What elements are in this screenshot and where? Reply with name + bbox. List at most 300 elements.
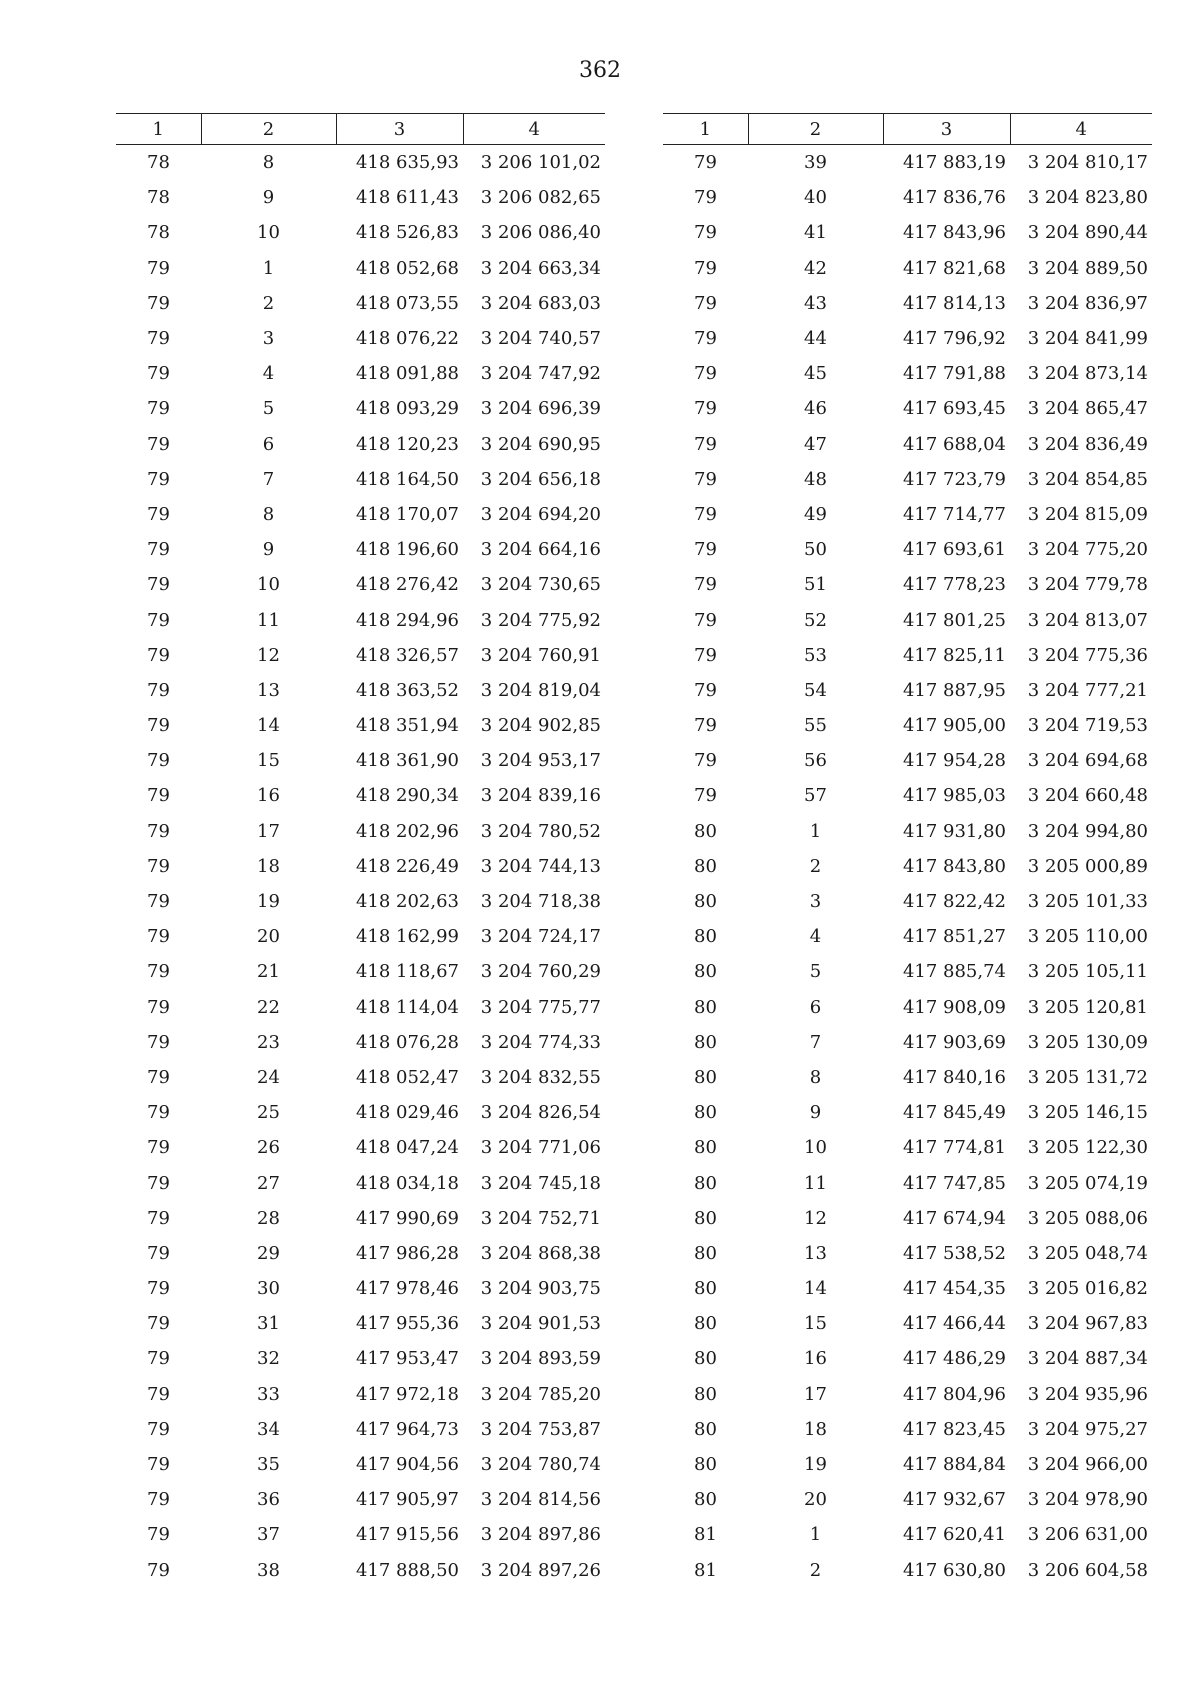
table-cell: 27 <box>257 1172 280 1194</box>
table-cell: 36 <box>257 1489 280 1511</box>
table-cell: 79 <box>147 1172 170 1194</box>
table-cell: 79 <box>694 609 717 631</box>
table-cell: 417 822,42 <box>902 891 1006 913</box>
table-cell: 3 204 890,44 <box>1027 222 1148 244</box>
table-row <box>116 1341 605 1376</box>
table-cell: 80 <box>694 1172 717 1194</box>
table-cell: 418 114,04 <box>355 996 459 1018</box>
table-cell: 80 <box>694 891 717 913</box>
table-row <box>663 919 1152 954</box>
table-cell: 3 204 785,20 <box>480 1383 601 1405</box>
column-header: 2 <box>748 114 883 145</box>
table-cell: 6 <box>809 996 822 1018</box>
table-cell: 81 <box>694 1524 717 1546</box>
table-row <box>663 427 1152 462</box>
table-cell: 3 204 978,90 <box>1027 1489 1148 1511</box>
table-cell: 80 <box>694 1383 717 1405</box>
table-cell: 418 290,34 <box>355 785 459 807</box>
table-row <box>116 814 605 849</box>
table-cell: 417 630,80 <box>902 1559 1006 1581</box>
table-cell: 417 954,28 <box>902 750 1006 772</box>
table-cell: 3 204 683,03 <box>480 292 601 314</box>
table-cell: 3 205 110,00 <box>1027 926 1148 948</box>
table-cell: 3 205 088,06 <box>1027 1207 1148 1229</box>
table-row <box>116 1517 605 1552</box>
table-cell: 3 204 760,29 <box>480 961 601 983</box>
table-cell: 3 <box>809 891 822 913</box>
table-row <box>116 743 605 778</box>
table-row <box>116 954 605 989</box>
table-cell: 31 <box>257 1313 280 1335</box>
table-cell: 79 <box>694 539 717 561</box>
table-cell: 79 <box>147 1066 170 1088</box>
table-cell: 32 <box>257 1348 280 1370</box>
table-cell: 44 <box>804 328 827 350</box>
table-row <box>116 356 605 391</box>
table-cell: 3 204 810,17 <box>1027 152 1148 174</box>
table-cell: 3 204 893,59 <box>480 1348 601 1370</box>
table-cell: 3 205 120,81 <box>1027 996 1148 1018</box>
table-cell: 417 972,18 <box>355 1383 459 1405</box>
table-row <box>116 884 605 919</box>
table-cell: 11 <box>257 609 280 631</box>
column-header: 1 <box>663 114 748 145</box>
table-cell: 9 <box>262 539 275 561</box>
table-row <box>663 251 1152 286</box>
table-cell: 3 206 604,58 <box>1027 1559 1148 1581</box>
table-cell: 80 <box>694 1137 717 1159</box>
table-cell: 3 204 660,48 <box>1027 785 1148 807</box>
column-header: 4 <box>463 114 605 145</box>
table-cell: 8 <box>809 1066 822 1088</box>
table-cell: 80 <box>694 1489 717 1511</box>
table-cell: 80 <box>694 820 717 842</box>
table-cell: 79 <box>147 539 170 561</box>
table-cell: 418 196,60 <box>355 539 459 561</box>
table-cell: 30 <box>257 1278 280 1300</box>
table-row <box>116 602 605 637</box>
table-row <box>116 1412 605 1447</box>
table-row <box>663 286 1152 321</box>
table-cell: 80 <box>694 1454 717 1476</box>
table-row <box>663 1130 1152 1165</box>
table-cell: 79 <box>147 891 170 913</box>
table-row <box>663 1412 1152 1447</box>
table-cell: 7 <box>262 468 275 490</box>
table-cell: 3 204 771,06 <box>480 1137 601 1159</box>
table-row <box>663 1201 1152 1236</box>
table-row <box>663 1482 1152 1517</box>
table-cell: 417 801,25 <box>902 609 1006 631</box>
table-cell: 79 <box>147 1278 170 1300</box>
table-cell: 417 888,50 <box>355 1559 459 1581</box>
table-cell: 13 <box>257 679 280 701</box>
table-cell: 3 204 718,38 <box>480 891 601 913</box>
table-cell: 79 <box>147 1348 170 1370</box>
table-cell: 3 204 744,13 <box>480 855 601 877</box>
table-cell: 3 204 889,50 <box>1027 257 1148 279</box>
table-cell: 418 294,96 <box>355 609 459 631</box>
table-row <box>663 321 1152 356</box>
table-row <box>116 1236 605 1271</box>
table-cell: 79 <box>147 1524 170 1546</box>
table-cell: 46 <box>804 398 827 420</box>
table-cell: 79 <box>147 961 170 983</box>
table-row <box>663 497 1152 532</box>
table-cell: 3 204 745,18 <box>480 1172 601 1194</box>
table-cell: 418 073,55 <box>355 292 459 314</box>
table-cell: 417 674,94 <box>902 1207 1006 1229</box>
table-cell: 1 <box>262 257 275 279</box>
table-row <box>663 1271 1152 1306</box>
table-cell: 79 <box>147 820 170 842</box>
table-cell: 3 205 101,33 <box>1027 891 1148 913</box>
table-cell: 79 <box>147 1383 170 1405</box>
table-cell: 417 821,68 <box>902 257 1006 279</box>
table-cell: 417 778,23 <box>902 574 1006 596</box>
table-cell: 3 206 086,40 <box>480 222 601 244</box>
table-row <box>116 673 605 708</box>
table-cell: 3 204 865,47 <box>1027 398 1148 420</box>
table-cell: 417 851,27 <box>902 926 1006 948</box>
table-cell: 79 <box>147 1313 170 1335</box>
table-cell: 3 204 775,20 <box>1027 539 1148 561</box>
table-cell: 417 978,46 <box>355 1278 459 1300</box>
table-cell: 17 <box>257 820 280 842</box>
table-row <box>663 602 1152 637</box>
table-cell: 79 <box>694 398 717 420</box>
table-cell: 5 <box>262 398 275 420</box>
table-cell: 418 052,47 <box>355 1066 459 1088</box>
column-header: 2 <box>201 114 336 145</box>
table-cell: 79 <box>147 926 170 948</box>
table-cell: 29 <box>257 1242 280 1264</box>
table-cell: 417 840,16 <box>902 1066 1006 1088</box>
table-cell: 6 <box>262 433 275 455</box>
table-cell: 79 <box>694 152 717 174</box>
table-cell: 417 825,11 <box>902 644 1006 666</box>
table-cell: 42 <box>804 257 827 279</box>
table-cell: 9 <box>262 187 275 209</box>
table-cell: 47 <box>804 433 827 455</box>
table-cell: 3 204 775,92 <box>480 609 601 631</box>
table-cell: 417 688,04 <box>902 433 1006 455</box>
table-cell: 79 <box>147 433 170 455</box>
table-body <box>116 145 605 1588</box>
table-cell: 12 <box>804 1207 827 1229</box>
table-cell: 24 <box>257 1066 280 1088</box>
table-cell: 417 747,85 <box>902 1172 1006 1194</box>
coordinates-table-right <box>663 113 1152 1588</box>
table-cell: 16 <box>257 785 280 807</box>
table-cell: 56 <box>804 750 827 772</box>
table-cell: 79 <box>694 257 717 279</box>
table-cell: 20 <box>804 1489 827 1511</box>
table-cell: 78 <box>147 222 170 244</box>
table-cell: 4 <box>809 926 822 948</box>
table-cell: 20 <box>257 926 280 948</box>
table-cell: 3 205 131,72 <box>1027 1066 1148 1088</box>
table-row <box>116 1447 605 1482</box>
table-body <box>663 145 1152 1588</box>
table-cell: 418 526,83 <box>355 222 459 244</box>
table-cell: 418 351,94 <box>355 715 459 737</box>
table-cell: 45 <box>804 363 827 385</box>
table-row <box>116 286 605 321</box>
table-row <box>116 778 605 813</box>
table-cell: 3 204 903,75 <box>480 1278 601 1300</box>
table-cell: 15 <box>257 750 280 772</box>
table-cell: 3 204 975,27 <box>1027 1418 1148 1440</box>
table-cell: 79 <box>147 1207 170 1229</box>
table-cell: 40 <box>804 187 827 209</box>
table-cell: 79 <box>147 257 170 279</box>
table-cell: 3 204 740,57 <box>480 328 601 350</box>
table-cell: 79 <box>147 1102 170 1124</box>
table-cell: 79 <box>147 715 170 737</box>
table-row <box>663 638 1152 673</box>
table-cell: 3 204 994,80 <box>1027 820 1148 842</box>
table-cell: 79 <box>147 398 170 420</box>
table-row <box>663 1025 1152 1060</box>
table-row <box>116 391 605 426</box>
table-row <box>116 849 605 884</box>
table-cell: 3 204 854,85 <box>1027 468 1148 490</box>
table-cell: 3 205 122,30 <box>1027 1137 1148 1159</box>
table-cell: 3 204 724,17 <box>480 926 601 948</box>
table-cell: 417 883,19 <box>902 152 1006 174</box>
table-row <box>663 462 1152 497</box>
table-cell: 80 <box>694 1418 717 1440</box>
table-cell: 80 <box>694 961 717 983</box>
table-cell: 21 <box>257 961 280 983</box>
table-cell: 3 205 074,19 <box>1027 1172 1148 1194</box>
table-header-row <box>663 114 1152 145</box>
table-cell: 78 <box>147 152 170 174</box>
table-cell: 418 226,49 <box>355 855 459 877</box>
table-cell: 3 204 814,56 <box>480 1489 601 1511</box>
table-cell: 3 204 760,91 <box>480 644 601 666</box>
table-cell: 2 <box>809 1559 822 1581</box>
table-cell: 80 <box>694 926 717 948</box>
table-cell: 26 <box>257 1137 280 1159</box>
table-cell: 79 <box>147 328 170 350</box>
table-cell: 3 204 780,52 <box>480 820 601 842</box>
table-row <box>116 427 605 462</box>
table-cell: 3 204 823,80 <box>1027 187 1148 209</box>
table-row <box>663 1060 1152 1095</box>
table-cell: 418 326,57 <box>355 644 459 666</box>
table-row <box>663 1517 1152 1552</box>
table-cell: 418 093,29 <box>355 398 459 420</box>
table-cell: 3 204 819,04 <box>480 679 601 701</box>
table-cell: 417 774,81 <box>902 1137 1006 1159</box>
table-row <box>663 1306 1152 1341</box>
table-row <box>116 1095 605 1130</box>
table-cell: 417 823,45 <box>902 1418 1006 1440</box>
table-cell: 418 034,18 <box>355 1172 459 1194</box>
table-cell: 417 843,80 <box>902 855 1006 877</box>
table-cell: 417 693,61 <box>902 539 1006 561</box>
table-row <box>663 1447 1152 1482</box>
table-cell: 3 204 832,55 <box>480 1066 601 1088</box>
table-row <box>116 532 605 567</box>
table-cell: 14 <box>804 1278 827 1300</box>
table-cell: 10 <box>257 222 280 244</box>
table-cell: 7 <box>809 1031 822 1053</box>
table-cell: 79 <box>147 503 170 525</box>
table-cell: 418 170,07 <box>355 503 459 525</box>
table-cell: 3 204 719,53 <box>1027 715 1148 737</box>
table-cell: 10 <box>804 1137 827 1159</box>
table-cell: 79 <box>694 785 717 807</box>
table-cell: 52 <box>804 609 827 631</box>
table-cell: 79 <box>694 503 717 525</box>
table-cell: 417 466,44 <box>902 1313 1006 1335</box>
table-cell: 3 <box>262 328 275 350</box>
table-row <box>663 954 1152 989</box>
table-cell: 53 <box>804 644 827 666</box>
table-cell: 417 986,28 <box>355 1242 459 1264</box>
table-row <box>116 708 605 743</box>
table-cell: 80 <box>694 1031 717 1053</box>
table-row <box>663 673 1152 708</box>
table-cell: 417 791,88 <box>902 363 1006 385</box>
table-cell: 417 836,76 <box>902 187 1006 209</box>
table-cell: 3 204 953,17 <box>480 750 601 772</box>
table-row <box>116 1553 605 1588</box>
table-cell: 79 <box>147 996 170 1018</box>
table-cell: 17 <box>804 1383 827 1405</box>
table-cell: 8 <box>262 503 275 525</box>
table-cell: 78 <box>147 187 170 209</box>
table-cell: 79 <box>694 363 717 385</box>
table-row <box>663 743 1152 778</box>
table-cell: 80 <box>694 1242 717 1264</box>
table-cell: 80 <box>694 1278 717 1300</box>
table-cell: 3 204 826,54 <box>480 1102 601 1124</box>
table-cell: 418 363,52 <box>355 679 459 701</box>
table-row <box>116 1060 605 1095</box>
table-cell: 5 <box>809 961 822 983</box>
table-cell: 13 <box>804 1242 827 1264</box>
table-cell: 23 <box>257 1031 280 1053</box>
table-cell: 3 204 966,00 <box>1027 1454 1148 1476</box>
table-cell: 41 <box>804 222 827 244</box>
table-cell: 417 990,69 <box>355 1207 459 1229</box>
table-row <box>116 1165 605 1200</box>
table-cell: 418 276,42 <box>355 574 459 596</box>
table-row <box>116 567 605 602</box>
table-cell: 80 <box>694 1207 717 1229</box>
table-cell: 51 <box>804 574 827 596</box>
table-cell: 3 204 753,87 <box>480 1418 601 1440</box>
table-cell: 417 804,96 <box>902 1383 1006 1405</box>
table-cell: 79 <box>694 750 717 772</box>
table-cell: 1 <box>809 1524 822 1546</box>
table-cell: 417 908,09 <box>902 996 1006 1018</box>
table-row <box>116 215 605 250</box>
table-cell: 80 <box>694 1066 717 1088</box>
table-cell: 3 204 836,97 <box>1027 292 1148 314</box>
table-header-row <box>116 114 605 145</box>
table-cell: 3 205 130,09 <box>1027 1031 1148 1053</box>
table-cell: 3 204 967,83 <box>1027 1313 1148 1335</box>
table-row <box>663 180 1152 215</box>
table-cell: 9 <box>809 1102 822 1124</box>
table-cell: 3 204 815,09 <box>1027 503 1148 525</box>
table-cell: 81 <box>694 1559 717 1581</box>
table-row <box>663 708 1152 743</box>
table-cell: 417 454,35 <box>902 1278 1006 1300</box>
table-cell: 3 204 868,38 <box>480 1242 601 1264</box>
table-cell: 79 <box>694 222 717 244</box>
table-cell: 418 091,88 <box>355 363 459 385</box>
table-cell: 80 <box>694 1348 717 1370</box>
table-cell: 18 <box>257 855 280 877</box>
table-cell: 25 <box>257 1102 280 1124</box>
table-cell: 3 204 897,86 <box>480 1524 601 1546</box>
table-cell: 3 204 774,33 <box>480 1031 601 1053</box>
table-cell: 43 <box>804 292 827 314</box>
table-cell: 49 <box>804 503 827 525</box>
table-row <box>116 1201 605 1236</box>
table-cell: 417 486,29 <box>902 1348 1006 1370</box>
table-cell: 79 <box>147 785 170 807</box>
table-cell: 417 903,69 <box>902 1031 1006 1053</box>
table-cell: 3 205 146,15 <box>1027 1102 1148 1124</box>
table-cell: 10 <box>257 574 280 596</box>
table-cell: 79 <box>147 1454 170 1476</box>
table-cell: 79 <box>147 363 170 385</box>
table-cell: 79 <box>147 1559 170 1581</box>
table-cell: 3 204 690,95 <box>480 433 601 455</box>
table-cell: 418 164,50 <box>355 468 459 490</box>
table-row <box>116 321 605 356</box>
table-cell: 79 <box>694 679 717 701</box>
column-header: 1 <box>116 114 201 145</box>
table-cell: 79 <box>694 715 717 737</box>
table-row <box>116 1025 605 1060</box>
table-cell: 417 538,52 <box>902 1242 1006 1264</box>
table-cell: 79 <box>147 1242 170 1264</box>
table-cell: 79 <box>147 609 170 631</box>
table-cell: 418 162,99 <box>355 926 459 948</box>
table-cell: 79 <box>694 433 717 455</box>
table-cell: 19 <box>804 1454 827 1476</box>
table-cell: 417 964,73 <box>355 1418 459 1440</box>
table-cell: 79 <box>147 574 170 596</box>
table-row <box>116 990 605 1025</box>
table-cell: 3 204 777,21 <box>1027 679 1148 701</box>
table-cell: 417 723,79 <box>902 468 1006 490</box>
table-cell: 35 <box>257 1454 280 1476</box>
table-cell: 3 204 664,16 <box>480 539 601 561</box>
table-cell: 48 <box>804 468 827 490</box>
table-row <box>663 567 1152 602</box>
table-row <box>663 391 1152 426</box>
table-row <box>116 145 605 181</box>
table-cell: 418 047,24 <box>355 1137 459 1159</box>
table-row <box>663 532 1152 567</box>
table-cell: 2 <box>809 855 822 877</box>
table-cell: 3 204 901,53 <box>480 1313 601 1335</box>
table-cell: 15 <box>804 1313 827 1335</box>
table-cell: 79 <box>694 328 717 350</box>
table-cell: 3 204 887,34 <box>1027 1348 1148 1370</box>
table-row <box>663 1341 1152 1376</box>
table-cell: 3 205 016,82 <box>1027 1278 1148 1300</box>
